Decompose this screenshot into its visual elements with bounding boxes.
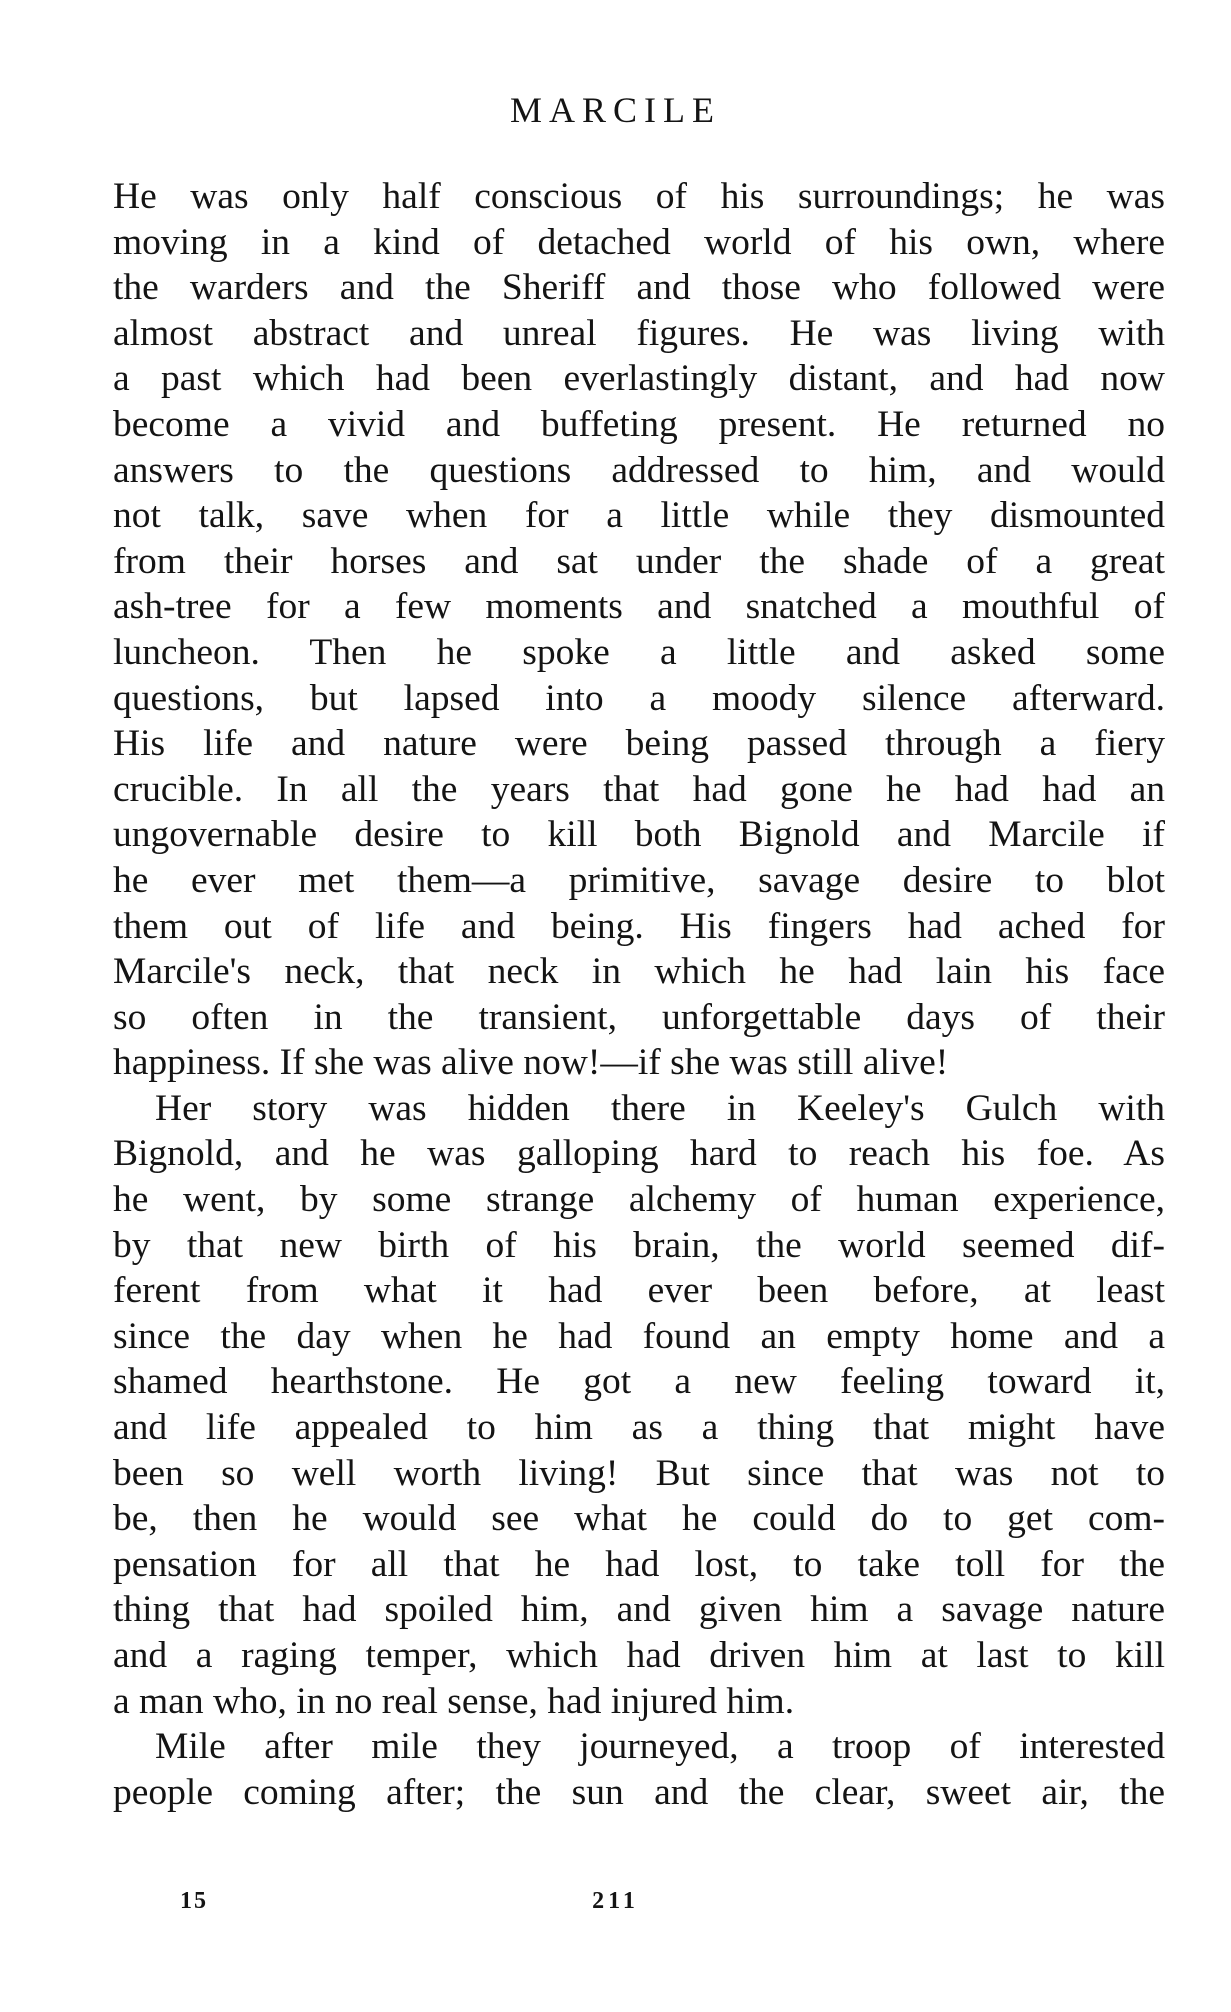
text-line: ash-tree for a few moments and snatched a mouthful of [113, 586, 1165, 628]
text-line: he went, by some strange alchemy of human experience, [113, 1179, 1165, 1221]
text-line: He was only half conscious of his surroundings; he was [113, 176, 1165, 217]
text-line: not talk, save when for a little while they dismounted [113, 495, 1165, 537]
signature-mark: 15 [180, 1888, 208, 1914]
text-line: he ever met them—a primitive, savage desire to blot [113, 859, 1165, 901]
text-line: become a vivid and buffeting present. He returned no [113, 403, 1165, 445]
text-line: so often in the transient, unforgettable days of their [113, 996, 1165, 1038]
text-line: Marcile's neck, that neck in which he had lain his face [113, 951, 1165, 993]
text-line: a past which had been everlastingly distant, and had now [113, 358, 1165, 400]
text-line: Her story was hidden there in Keeley's Gulch with [155, 1087, 1165, 1129]
text-line: ungovernable desire to kill both Bignold and Marcile if [113, 814, 1165, 856]
text-line: happiness. If she was alive now!—if she was still alive! [113, 1042, 949, 1084]
text-line: questions, but lapsed into a moody silence afterward. [113, 677, 1165, 719]
text-line: luncheon. Then he spoke a little and asked some [113, 631, 1165, 673]
text-line: moving in a kind of detached world of his own, where [113, 221, 1165, 263]
text-line: His life and nature were being passed through a fiery [113, 723, 1165, 765]
text-line: ferent from what it had ever been before, at least [113, 1270, 1165, 1312]
text-line: by that new birth of his brain, the world seemed dif- [113, 1224, 1165, 1266]
text-line: been so well worth living! But since that was not to [113, 1452, 1165, 1494]
text-line: since the day when he had found an empty home and a [113, 1315, 1165, 1357]
text-line: and a raging temper, which had driven him at last to kill [113, 1635, 1165, 1676]
text-line: be, then he would see what he could do to get com- [113, 1498, 1165, 1540]
text-line: shamed hearthstone. He got a new feeling toward it, [113, 1361, 1165, 1403]
running-head: MARCILE [510, 90, 721, 130]
text-line: crucible. In all the years that had gone he had had an [113, 768, 1165, 810]
body-text [113, 174, 1165, 1815]
text-line: Mile after mile they journeyed, a troop of interested [155, 1726, 1165, 1768]
text-line: thing that had spoiled him, and given him a savage nature [113, 1589, 1165, 1631]
text-line: answers to the questions addressed to him, and would [113, 449, 1165, 491]
text-line: almost abstract and unreal figures. He was living with [113, 312, 1165, 354]
text-line: them out of life and being. His fingers had ached for [113, 905, 1165, 947]
text-line: a man who, in no real sense, had injured him. [113, 1680, 795, 1722]
text-line: people coming after; the sun and the clear, sweet air, the [113, 1771, 1165, 1813]
text-line: and life appealed to him as a thing that might have [113, 1407, 1165, 1449]
text-line: the warders and the Sheriff and those who followed were [113, 267, 1165, 309]
text-line: pensation for all that he had lost, to take toll for the [113, 1543, 1165, 1585]
page-number: 211 [592, 1888, 639, 1914]
text-line: Bignold, and he was galloping hard to reach his foe. As [113, 1133, 1165, 1175]
text-line: from their horses and sat under the shade of a great [113, 540, 1165, 582]
